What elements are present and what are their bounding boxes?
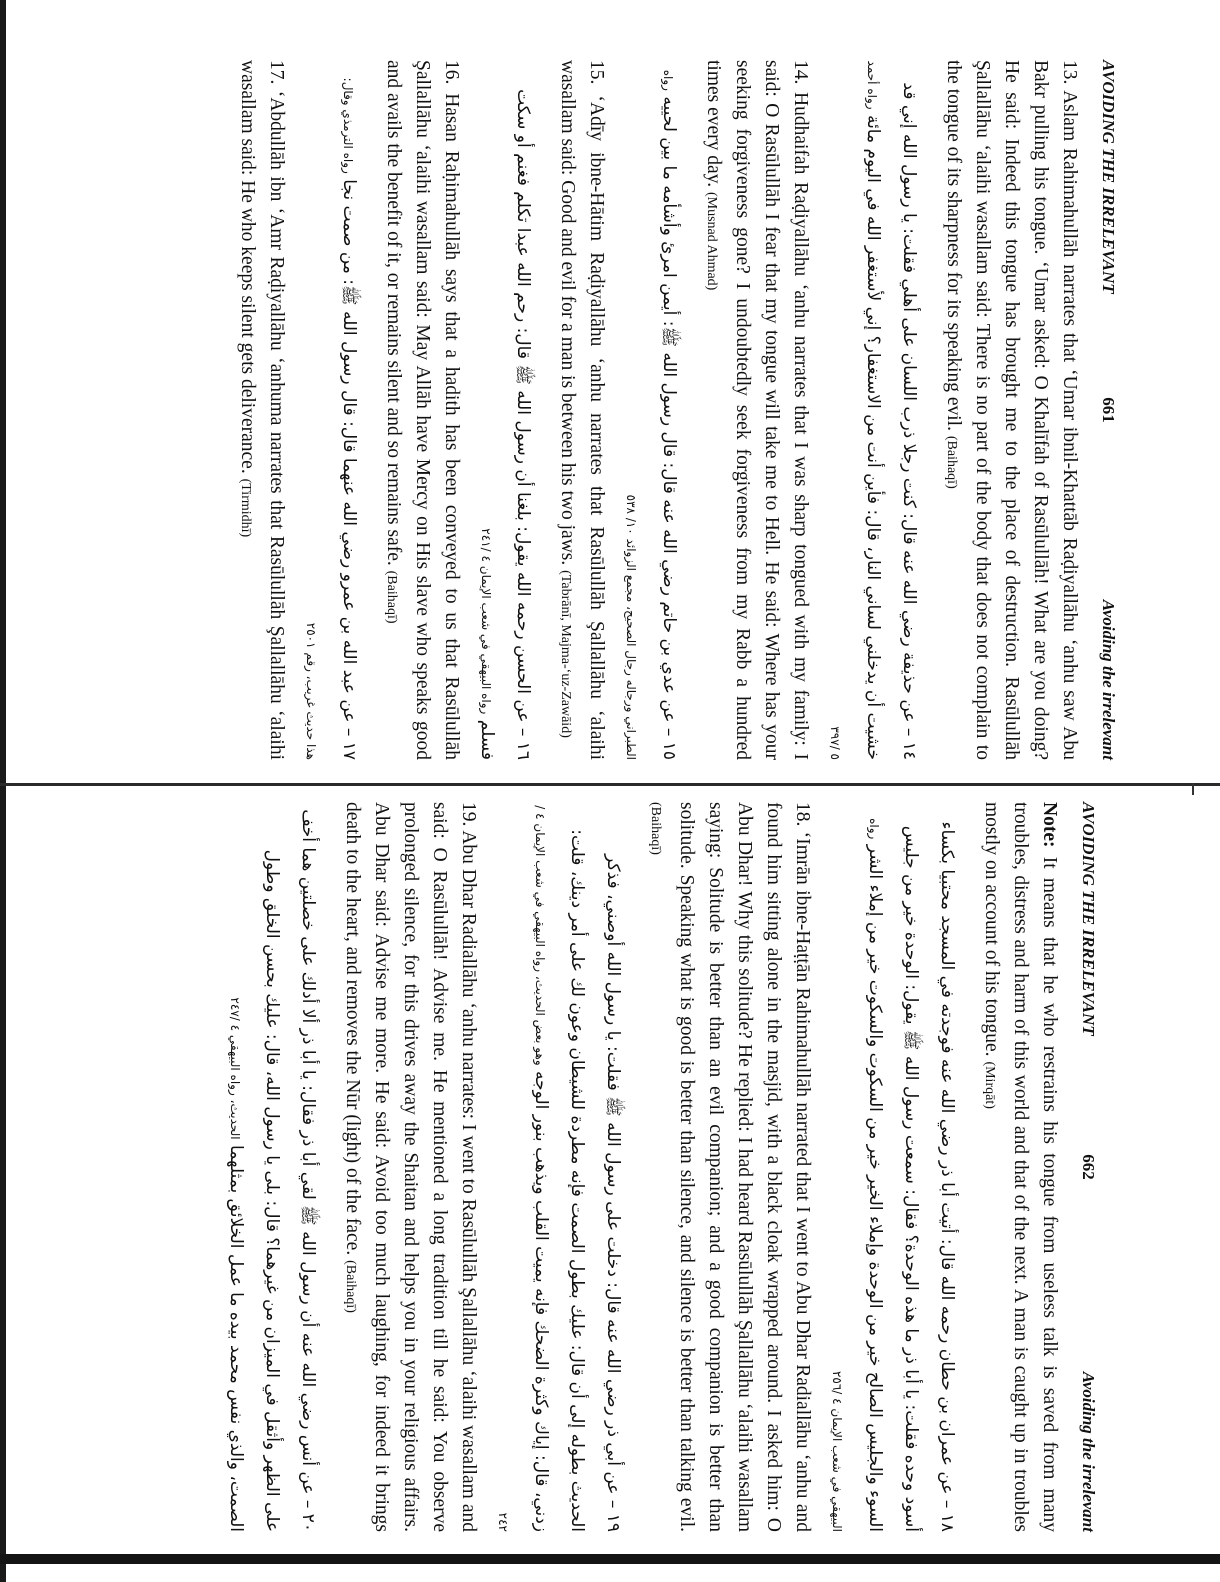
note-label: Note:	[1039, 802, 1060, 848]
hadith-text: 19. Abu Dhar Radiallāhu ‘anhu narrates: I went to Rasūlullāh Şallallāhu ‘alaihi wasallam and said: O Rasūlullāh! Advise me. He mentioned a long tradition till he said: You observe prolonged silence, for this drives away the Shaitan and helps you in your religious affairs. Abu Dhar said: Advise me more. He said: Avoid too much laughing, for indeed it brings death to the heart, and removes the Nūr (light) of the face. (Baihaqī)	[342, 802, 479, 1532]
hadith-text: 16. Hasan Raḥimahullāh says that a hadith has been conveyed to us that Rasūlullāh Şallallāhu ‘alaihi wasallam said: May Allāh have Mercy on His slave who speaks good and avails the benefit of it, or remains silent and so remains safe. (Baihaqī)	[383, 60, 462, 760]
arabic-text: ١٦ – عن الحسن رحمه الله يقول: بلغنا أن رسول الله ﷺ قال: رحم الله عبدا تكلم فغنم أو سكت فسلم رواه البيهقي في شعب الإيمان ٤ /٢٤١	[477, 89, 533, 760]
page-fold-line	[0, 783, 1220, 786]
note-paragraph: Note: It means that he who restrains his tongue from useless talk is saved from many troubles, distress and harm of this world and that of the next. A man is caught up in troubles mostly on account of his tongue. (Mirqāt)	[981, 802, 1060, 1532]
arabic-reference: وهو بعض الحديث، رواه البيهقي في شعب الإيمان ٤ /٢٤٢	[496, 805, 547, 1532]
hadith-text: 15. ‘Adīy ibne-Hātim Raḍiyallāhu ‘anhu narrates that Rasūlullāh Şallallāhu ‘alaihi wasallam said: Good and evil for a man is between his two jaws. (Tabrānī, Majma-‘uz-Zawāid)	[557, 60, 607, 760]
arabic-text: ١٩ – عن أبي ذر رضي الله عنه قال: دخلت على رسول الله ﷺ فقلت: يا رسول الله أوصني، فذكر الحديث بطوله إلى أن قال: عليك بطول الصمت فإنه مطردة للشيطان وعون لك على أمر دينك، قلت: زدني، قال: إياك وكثرة الضحك فإنه يميت القلب ويذهب بنور الوجه وهو بعض الحديث، رواه البيهقي في شعب الإيمان ٤ /٢٤٢	[496, 805, 623, 1532]
header-left: AVOIDING THE IRRELEVANT	[1099, 60, 1118, 294]
note-source: (Mirqāt)	[982, 1061, 997, 1109]
page-header	[1084, 60, 1118, 760]
arabic-text: ٢٠ – عن أنس رضي الله عنه أن رسول الله ﷺ لقي أبا ذر فقال: يا أبا ذر ألا أدلك على خصلتين هما أخف على الظهر وأثقل في الميزان من غيرهما؟ قال: بلى يا رسول الله، قال: عليك بحسن الخلق وطول الصمت، والذي نفس محمد بيده ما عمل الخلائق بمثلهما الحديث، رواه البيهقي ٤ /٢٤٧	[226, 809, 318, 1532]
scan-edge-bottom	[0, 1554, 1220, 1564]
hadith-text: 13. Aslam Rahimahullāh narrates that ‘Umar ibnil-Khattāb Raḍiyallāhu ‘anhu saw Abu Bakr pulling his tongue. ‘Umar asked: O Khalīfah of Rasūlullāh! What are you doing? He said: Indeed this tongue has brought me to the place of destruction. Rasūlullāh Şallallāhu ‘alaihi wasallam said: There is no part of the body that does not complain to the tongue of its sharpness for its speaking evil. (Baihaqī)	[943, 60, 1080, 760]
page-662	[78, 802, 1098, 1532]
arabic-reference: رواه الترمذي وقال: هذا حديث غريب، رقم ٢٥٠١	[304, 77, 355, 760]
header-left: AVOIDING THE IRRELEVANT	[1079, 802, 1098, 1036]
arabic-reference: الحديث، رواه البيهقي ٤ /٢٤٧	[228, 997, 242, 1140]
hadith-source: (Musnad Ahmad)	[704, 191, 719, 291]
hadith-text: 17. ‘Abdullāh ibn ‘Amr Raḍiyallāhu ‘anhuma narrates that Rasūlullāh Şallallāhu ‘alaihi wasallam said: He who keeps silent gets deliverance. (Tirmidhī)	[237, 60, 287, 760]
arabic-text: ١٨ – عن عمران بن حطان رحمه الله قال: أتيت أبا ذر رضي الله عنه فوجدته في المسجد محتبيا بكساء أسود وحده فقلت: يا أبا ذر ما هذه الوحدة؟ فقال: سمعت رسول الله ﷺ يقول: الوحدة خير من جليس السوء والجليس الصالح خير من الوحدة وإملاء الخير خير من السكوت والسكوت خير من إملاء الشر رواه البيهقي في شعب الإيمان ٤ /٢٥٦	[830, 818, 957, 1532]
arabic-text: ١٧ – عن عبد الله بن عمرو رضي الله عنهما قال: قال رسول الله ﷺ: من صمت نجا رواه الترمذي وقال: هذا حديث غريب، رقم ٢٥٠١	[304, 77, 359, 760]
arabic-reference: رواه البيهقي في شعب الإيمان ٤ /٢٥٦	[830, 818, 881, 1532]
hadith-text: 14. Hudhaifah Raḍiyallāhu ‘anhu narrates that I was sharp tongued with my family: I said: O Rasūlullāh I fear that my tongue will take me to Hell. He said: Where has your seeking forgiveness gone? I undoubtedly seek forgiveness from my Rabb a hundred times every day. (Musnad Ahmad)	[703, 60, 811, 760]
arabic-text: ١٥ – عن عدي بن حاتم رضي الله عنه قال: قال رسول الله ﷺ: أيمن امرئ وأشأمه ما بين لحييه رواه الطبراني ورجاله رجال الصحيح، مجمع الزوائد ١٠/ ٥٣٨	[624, 69, 679, 760]
header-right: Avoiding the irrelevant	[1099, 599, 1118, 760]
hadith-source: (Baihaqī)	[343, 1260, 358, 1313]
arabic-reference: رواه الطبراني ورجاله رجال الصحيح، مجمع الزوائد ١٠/ ٥٣٨	[624, 69, 675, 760]
hadith-source: (Baihaqī)	[384, 570, 399, 624]
fold-mark	[1192, 783, 1194, 795]
hadith-source: (Tabrānī, Majma-‘uz-Zawāid)	[558, 570, 573, 738]
hadith-text: 18. ‘Imrān ibne-Haṭṭān Rahimahullāh narrated that I went to Abu Dhar Radiallāhu ‘anhu and found him sitting alone in the masjid, with a black cloak wrapped around. I asked him: O Abu Dhar! Why this solitude? He replied: I had heard Rasūlullāh Şallallāhu ‘alaihi wasallam saying: Solitude is better than an evil companion; and a good companion is better than solitude. Speaking what is good is better than silence, and silence is better than talking evil. (Baihaqī)	[648, 802, 813, 1532]
hadith-source: (Baihaqī)	[944, 435, 959, 489]
page-number: 662	[1079, 1154, 1098, 1180]
arabic-text: ١٤ – عن حذيفة رضي الله عنه قال: كنت رجلا ذرب اللسان على أهلي فقلت: يا رسول الله إني قد خشيت أن يدخلني لساني النار، قال: فأين أنت من الاستغفار؟ إني لأستغفر الله في اليوم مائة رواه أحمد ٥ /٣٩٧	[828, 60, 919, 760]
page-number: 661	[1099, 397, 1118, 423]
hadith-source: (Tirmidhī)	[238, 478, 253, 538]
arabic-reference: رواه البيهقي في شعب الإيمان ٤ /٢٤١	[479, 528, 493, 715]
hadith-source: (Baihaqī)	[648, 802, 663, 855]
header-right: Avoiding the irrelevant	[1079, 1371, 1098, 1532]
scan-edge-left	[0, 0, 6, 1582]
page-header	[1064, 802, 1098, 1532]
page-661	[78, 60, 1118, 760]
arabic-reference: رواه أحمد ٥ /٣٩٧	[828, 60, 879, 760]
